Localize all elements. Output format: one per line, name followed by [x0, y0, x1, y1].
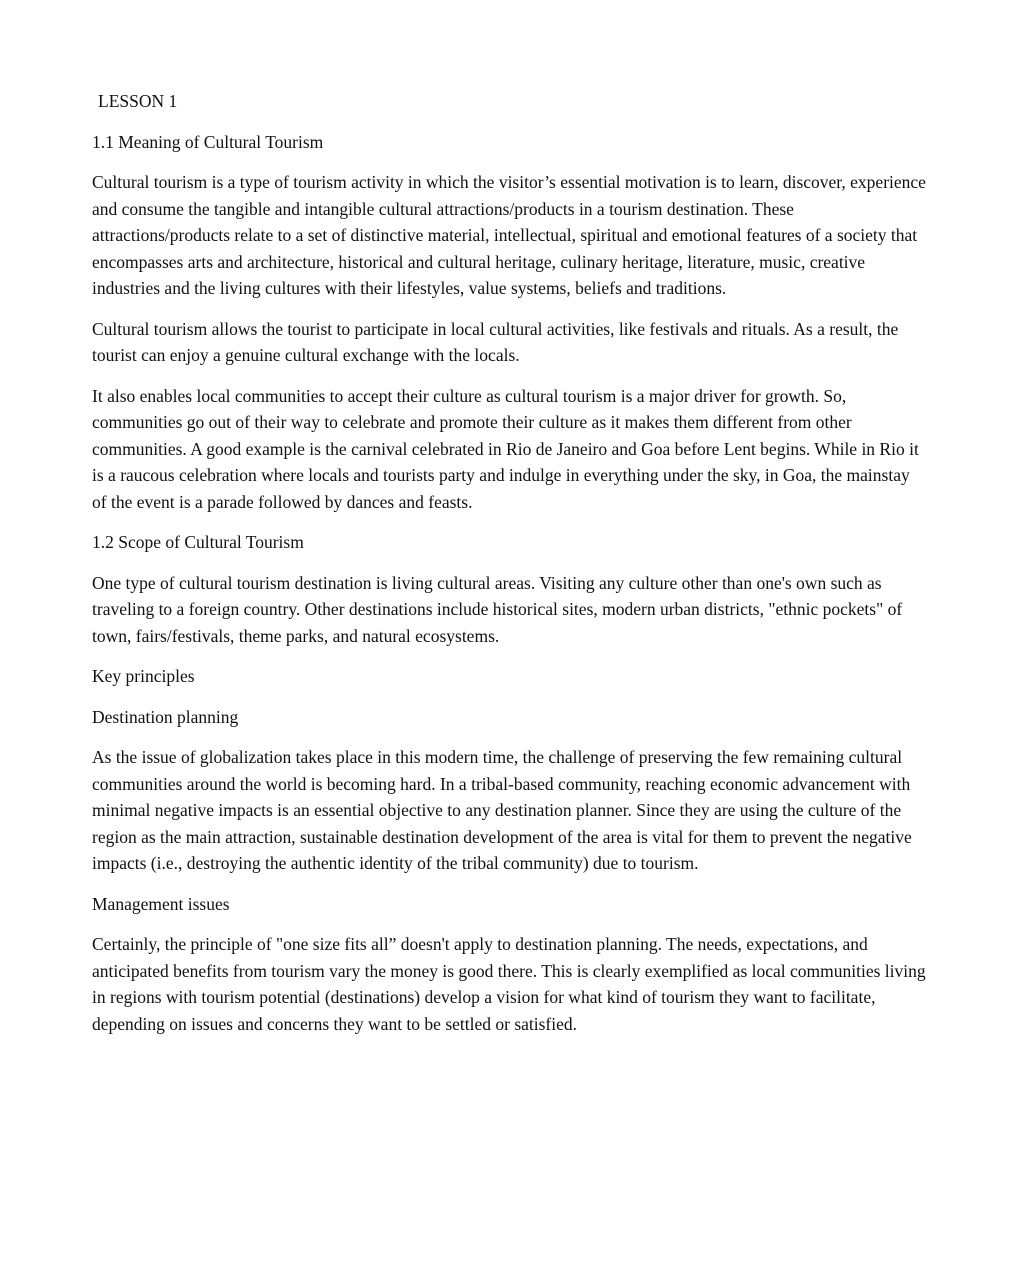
paragraph-destination-planning: As the issue of globalization takes place in this modern time, the challenge of preserving the few remaining cultural communities around the world is becoming hard. In a tribal-based community, reaching economic advancement with minimal negative impacts is an essential objective to any destination planner. Since they are using the culture of the region as the main attraction, sustainable destination development of the area is vital for them to prevent the negative impacts (i.e., destroying the authentic identity of the tribal community) due to tourism. [92, 747, 912, 873]
paragraph-scope-1: One type of cultural tourism destination is living cultural areas. Visiting any culture other than one's own such as traveling to a foreign country. Other destinations include historical sites, modern urban districts, "ethnic pockets" of town, fairs/festivals, theme parks, and natural ecosystems. [92, 572, 903, 646]
subheading-destination-planning: Destination planning [92, 706, 239, 727]
section-heading-1-2: 1.2 Scope of Cultural Tourism [92, 532, 304, 552]
section-heading-1-1: 1.1 Meaning of Cultural Tourism [92, 131, 324, 152]
subheading-key-principles: Key principles [92, 666, 195, 686]
paragraph-meaning-1: Cultural tourism is a type of tourism activity in which the visitor’s essential motivation is to learn, discover, experience and consume the tangible and intangible cultural attractions/products in a tourism destination. These attractions/products relate to a set of distinctive material, intellectual, spiritual and emotional features of a society that encompasses arts and architecture, historical and cultural heritage, culinary heritage, literature, music, creative industries and the living cultures with their lifestyles, value systems, beliefs and traditions. [92, 172, 926, 298]
lesson-title: LESSON 1 [98, 91, 178, 111]
paragraph-meaning-3: It also enables local communities to accept their culture as cultural tourism is a major driver for growth. So, communities go out of their way to celebrate and promote their culture as it makes them different from other communities. A good example is the carnival celebrated in Rio de Janeiro and Goa before Lent begins. While in Rio it is a raucous celebration where locals and tourists party and indulge in everything under the sky, in Goa, the mainstay of the event is a parade followed by dances and feasts. [92, 385, 919, 512]
subheading-management-issues: Management issues [92, 893, 230, 914]
paragraph-meaning-2: Cultural tourism allows the tourist to participate in local cultural activities, like festivals and rituals. As a result, the tourist can enjoy a genuine cultural exchange with the locals. [92, 318, 899, 365]
paragraph-management-issues: Certainly, the principle of "one size fits all” doesn't apply to destination planning. The needs, expectations, and anticipated benefits from tourism vary the money is good there. This is clearly exemplified as local communities living in regions with tourism potential (destinations) develop a vision for what kind of tourism they want to facilitate, depending on issues and concerns they want to be settled or satisfied. [92, 934, 926, 1034]
